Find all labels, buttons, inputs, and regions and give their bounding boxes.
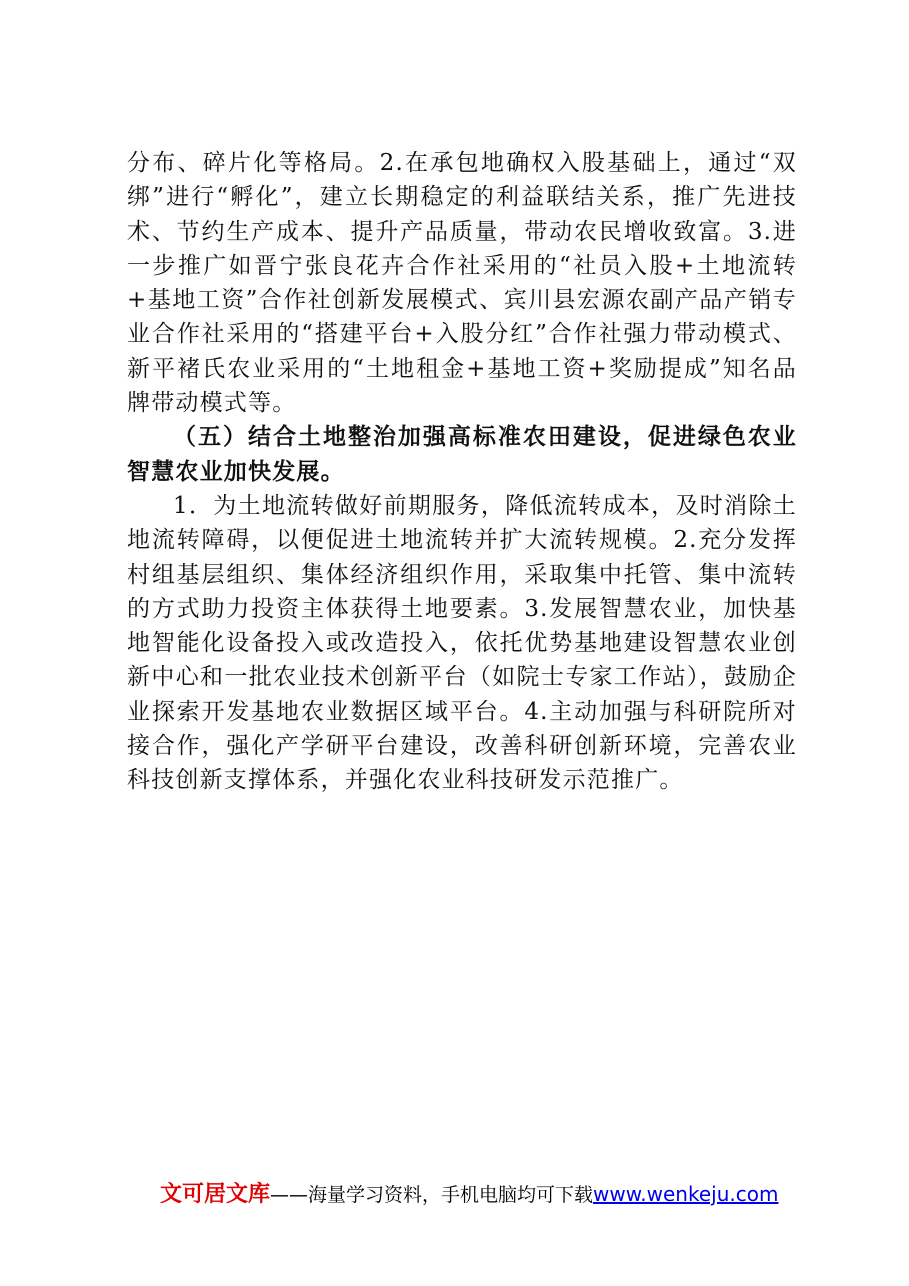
section-heading: （五）结合土地整治加强高标准农田建设，促进绿色农业智慧农业加快发展。 [127,423,797,485]
footer-link[interactable]: www.wenkeju.com [593,1182,779,1206]
document-body [127,146,797,798]
paragraph-section-five: 1．为土地流转做好前期服务，降低流转成本，及时消除土地流转障碍，以便促进土地流转并扩大流转规模。2.充分发挥村组基层组织、集体经济组织作用，采取集中托管、集中流转的方式助力投资主体获得土地要素。3.发展智慧农业，加快基地智能化设备投入或改造投入，依托优势基地建设智慧农业创新中心和一批农业技术创新平台（如院士专家工作站），鼓励企业探索开发基地农业数据区域平台。4.主动加强与科研院所对接合作，强化产学研平台建设，改善科研创新环境，完善农业科技创新支撑体系，并强化农业科技研发示范推广。 [127,492,797,794]
footer-brand: 文可居文库 [160,1182,271,1207]
footer-banner [160,1180,780,1209]
paragraph-continuation: 分布、碎片化等格局。2.在承包地确权入股基础上，通过“双绑”进行“孵化”，建立长期稳定的利益联结关系，推广先进技术、节约生产成本、提升产品质量，带动农民增收致富。3.进一步推广如晋宁张良花卉合作社采用的“社员入股+土地流转+基地工资”合作社创新发展模式、宾川县宏源农副产品产销专业合作社采用的“搭建平台+入股分红”合作社强力带动模式、新平褚氏农业采用的“土地租金+基地工资+奖励提成”知名品牌带动模式等。 [127,150,797,417]
footer-dash: —— [270,1184,309,1206]
footer-tagline: 海量学习资料，手机电脑均可下载 [308,1184,594,1206]
